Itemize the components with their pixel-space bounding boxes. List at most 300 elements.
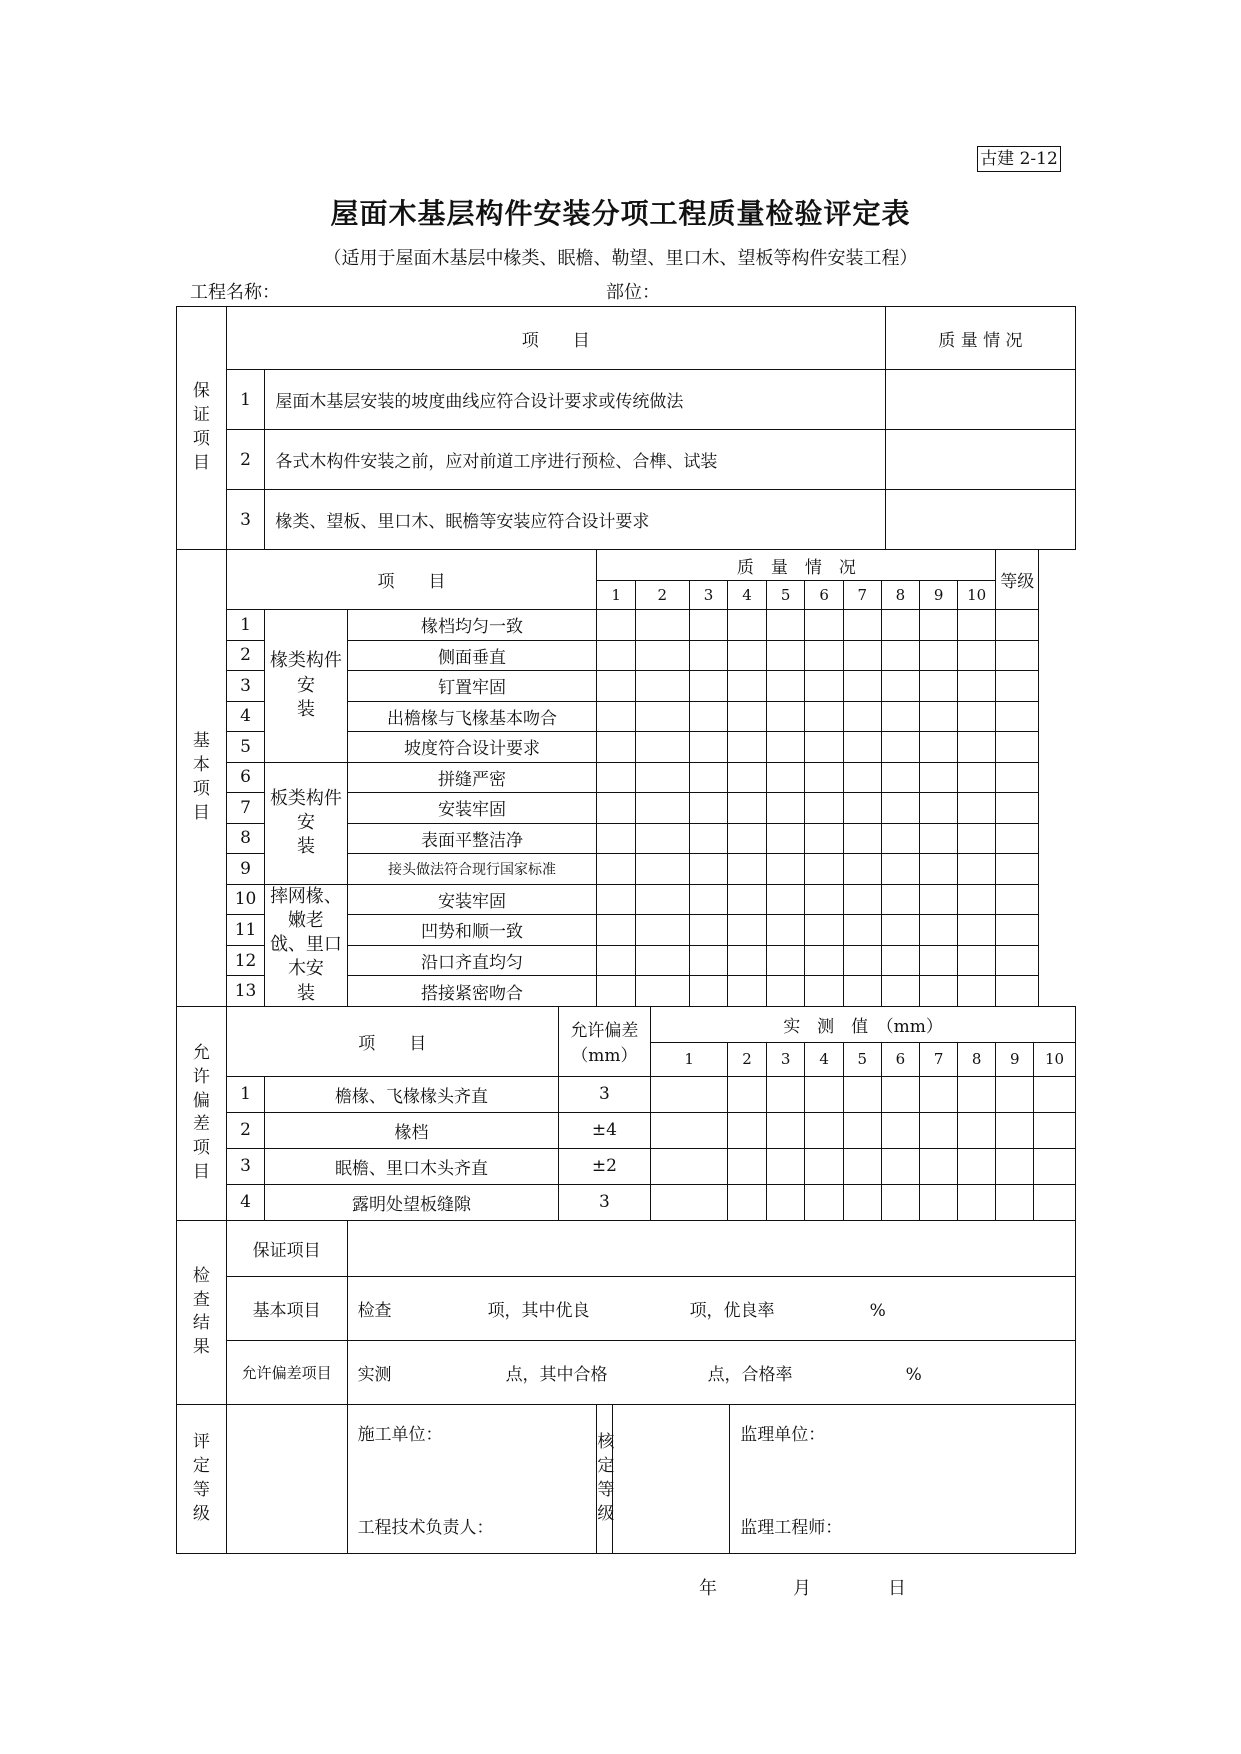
basic-quality-cell[interactable] xyxy=(957,762,996,793)
check-basic-value[interactable] xyxy=(347,1276,1075,1340)
basic-quality-cell[interactable] xyxy=(635,854,689,885)
basic-item-text: 坡度符合设计要求 xyxy=(347,732,597,763)
basic-item-no: 4 xyxy=(226,701,265,732)
basic-quality-cell[interactable] xyxy=(843,976,881,1007)
basic-row xyxy=(177,762,1076,793)
basic-quality-cell[interactable] xyxy=(843,640,881,671)
tolerance-measured-cell[interactable] xyxy=(766,1112,805,1148)
tolerance-measured-cell[interactable] xyxy=(651,1184,728,1220)
guarantee-item-text: 椽类、望板、里口木、眠檐等安装应符合设计要求 xyxy=(265,490,885,550)
tolerance-dev-value: 3 xyxy=(558,1184,650,1220)
basic-quality-cell[interactable] xyxy=(635,793,689,824)
basic-grade-cell[interactable] xyxy=(996,732,1039,763)
basic-quality-cell[interactable] xyxy=(881,610,920,641)
basic-quality-cell[interactable] xyxy=(635,945,689,976)
basic-quality-cell[interactable] xyxy=(957,823,996,854)
basic-quality-cell[interactable] xyxy=(805,640,844,671)
basic-quality-cell[interactable] xyxy=(689,976,728,1007)
page-subtitle: （适用于屋面木基层中椽类、眠檐、勒望、里口木、望板等构件安装工程） xyxy=(323,248,918,269)
tolerance-col-9: 9 xyxy=(996,1042,1034,1076)
basic-quality-cell[interactable] xyxy=(920,793,958,824)
basic-quality-cell[interactable] xyxy=(728,823,767,854)
basic-quality-cell[interactable] xyxy=(843,762,881,793)
basic-item-no: 13 xyxy=(226,976,265,1007)
tolerance-measured-cell[interactable] xyxy=(996,1076,1034,1112)
tolerance-measured-cell[interactable] xyxy=(996,1112,1034,1148)
basic-quality-cell[interactable] xyxy=(689,610,728,641)
check-guarantee-row xyxy=(177,1220,1076,1276)
basic-quality-cell[interactable] xyxy=(728,793,767,824)
basic-quality-cell[interactable] xyxy=(843,823,881,854)
basic-quality-cell[interactable] xyxy=(597,854,636,885)
basic-item-text: 表面平整洁净 xyxy=(347,823,597,854)
basic-item-no: 7 xyxy=(226,793,265,824)
tolerance-item-header: 项 目 xyxy=(226,1006,558,1076)
basic-quality-cell[interactable] xyxy=(766,823,805,854)
check-basic-row xyxy=(177,1276,1076,1340)
guarantee-item-text: 各式木构件安装之前，应对前道工序进行预检、合榫、试装 xyxy=(265,430,885,490)
basic-group-name: 板类构件安 装 xyxy=(265,762,347,884)
basic-grade-cell[interactable] xyxy=(996,823,1039,854)
supervision-engineer-label: 监理工程师： xyxy=(740,1517,843,1538)
basic-grade-cell[interactable] xyxy=(996,793,1039,824)
basic-col-6: 6 xyxy=(805,581,844,610)
basic-quality-cell[interactable] xyxy=(597,701,636,732)
basic-grade-cell[interactable] xyxy=(996,640,1039,671)
guarantee-row xyxy=(177,430,1076,490)
basic-item-no: 8 xyxy=(226,823,265,854)
check-basic-pct: % xyxy=(869,1300,886,1321)
tolerance-measured-cell[interactable] xyxy=(1033,1076,1075,1112)
construction-unit-cell[interactable] xyxy=(347,1404,597,1553)
basic-quality-cell[interactable] xyxy=(920,976,958,1007)
tolerance-row xyxy=(177,1076,1076,1112)
guarantee-quality-cell[interactable] xyxy=(885,370,1075,430)
basic-item-text: 凹势和顺一致 xyxy=(347,915,597,946)
basic-quality-cell[interactable] xyxy=(805,945,844,976)
basic-quality-cell[interactable] xyxy=(805,732,844,763)
basic-item-no: 1 xyxy=(226,610,265,641)
basic-quality-cell[interactable] xyxy=(766,732,805,763)
basic-col-5: 5 xyxy=(766,581,805,610)
tolerance-measured-cell[interactable] xyxy=(728,1148,767,1184)
check-basic-end: 项，优良率 xyxy=(689,1300,775,1321)
basic-quality-cell[interactable] xyxy=(920,762,958,793)
basic-quality-cell[interactable] xyxy=(881,671,920,702)
basic-quality-cell[interactable] xyxy=(728,945,767,976)
basic-quality-cell[interactable] xyxy=(597,823,636,854)
tolerance-item-text: 椽档 xyxy=(265,1112,558,1148)
tolerance-row xyxy=(177,1184,1076,1220)
basic-grade-cell[interactable] xyxy=(996,884,1039,915)
basic-quality-cell[interactable] xyxy=(635,762,689,793)
basic-quality-cell[interactable] xyxy=(957,793,996,824)
basic-quality-cell[interactable] xyxy=(766,945,805,976)
guarantee-item-no: 3 xyxy=(226,490,265,550)
check-tol-label: 允许偏差项目 xyxy=(226,1340,347,1404)
tolerance-col-1: 1 xyxy=(651,1042,728,1076)
project-name-label: 工程名称： xyxy=(190,282,280,303)
basic-quality-cell[interactable] xyxy=(728,640,767,671)
tolerance-measured-header: 实 测 值 （mm） xyxy=(651,1006,1076,1042)
verify-grade-label: 核 定 等 级 xyxy=(597,1404,612,1553)
basic-item-text: 接头做法符合现行国家标准 xyxy=(347,854,597,885)
basic-quality-cell[interactable] xyxy=(957,884,996,915)
tolerance-measured-cell[interactable] xyxy=(957,1076,996,1112)
basic-quality-cell[interactable] xyxy=(957,701,996,732)
tolerance-dev-header: 允许偏差 （mm） xyxy=(558,1006,650,1076)
basic-quality-cell[interactable] xyxy=(843,854,881,885)
supervision-unit-label: 监理单位： xyxy=(740,1424,826,1445)
basic-col-10: 10 xyxy=(957,581,996,610)
basic-quality-cell[interactable] xyxy=(805,610,844,641)
guarantee-header-row xyxy=(177,307,1076,370)
basic-item-text: 钉置牢固 xyxy=(347,671,597,702)
evaluation-grade-value[interactable] xyxy=(226,1404,347,1553)
check-guarantee-value[interactable] xyxy=(347,1220,1075,1276)
basic-col-4: 4 xyxy=(728,581,767,610)
basic-col-9: 9 xyxy=(920,581,958,610)
basic-quality-cell[interactable] xyxy=(843,915,881,946)
basic-quality-cell[interactable] xyxy=(920,610,958,641)
guarantee-item-text: 屋面木基层安装的坡度曲线应符合设计要求或传统做法 xyxy=(265,370,885,430)
basic-item-header: 项 目 xyxy=(226,550,597,610)
tolerance-measured-cell[interactable] xyxy=(881,1112,920,1148)
tolerance-measured-cell[interactable] xyxy=(957,1184,996,1220)
basic-item-text: 搭接紧密吻合 xyxy=(347,976,597,1007)
basic-quality-cell[interactable] xyxy=(920,671,958,702)
location-label: 部位： xyxy=(606,282,660,303)
date-day: 日 xyxy=(888,1578,906,1599)
evaluation-table xyxy=(176,306,1076,1554)
basic-quality-cell[interactable] xyxy=(881,976,920,1007)
tolerance-measured-cell[interactable] xyxy=(843,1148,881,1184)
tolerance-col-2: 2 xyxy=(728,1042,767,1076)
tolerance-dev-value: ±2 xyxy=(558,1148,650,1184)
basic-grade-cell[interactable] xyxy=(996,671,1039,702)
tolerance-measured-cell[interactable] xyxy=(1033,1112,1075,1148)
basic-quality-cell[interactable] xyxy=(597,610,636,641)
basic-quality-cell[interactable] xyxy=(597,976,636,1007)
basic-quality-cell[interactable] xyxy=(805,884,844,915)
basic-item-text: 安装牢固 xyxy=(347,793,597,824)
basic-group-name: 椽类构件安 装 xyxy=(265,610,347,763)
basic-quality-cell[interactable] xyxy=(920,854,958,885)
basic-quality-cell[interactable] xyxy=(635,671,689,702)
tolerance-dev-value: ±4 xyxy=(558,1112,650,1148)
guarantee-row xyxy=(177,490,1076,550)
basic-quality-cell[interactable] xyxy=(881,945,920,976)
basic-quality-cell[interactable] xyxy=(689,640,728,671)
basic-quality-cell[interactable] xyxy=(957,671,996,702)
basic-quality-cell[interactable] xyxy=(805,762,844,793)
tolerance-measured-cell[interactable] xyxy=(881,1076,920,1112)
tolerance-col-6: 6 xyxy=(881,1042,920,1076)
basic-grade-cell[interactable] xyxy=(996,762,1039,793)
tech-lead-label: 工程技术负责人： xyxy=(357,1517,494,1538)
guarantee-item-no: 1 xyxy=(226,370,265,430)
basic-quality-cell[interactable] xyxy=(957,945,996,976)
basic-quality-cell[interactable] xyxy=(689,915,728,946)
basic-quality-cell[interactable] xyxy=(766,671,805,702)
basic-quality-cell[interactable] xyxy=(689,732,728,763)
basic-quality-cell[interactable] xyxy=(766,976,805,1007)
basic-quality-cell[interactable] xyxy=(957,610,996,641)
basic-grade-header: 等级 xyxy=(996,550,1039,610)
tolerance-measured-cell[interactable] xyxy=(957,1148,996,1184)
tolerance-measured-cell[interactable] xyxy=(766,1076,805,1112)
basic-quality-cell[interactable] xyxy=(805,793,844,824)
basic-quality-cell[interactable] xyxy=(805,823,844,854)
basic-quality-cell[interactable] xyxy=(766,640,805,671)
basic-quality-cell[interactable] xyxy=(920,732,958,763)
basic-item-text: 侧面垂直 xyxy=(347,640,597,671)
basic-quality-cell[interactable] xyxy=(957,854,996,885)
check-tolerance-row xyxy=(177,1340,1076,1404)
tolerance-item-no: 1 xyxy=(226,1076,265,1112)
basic-quality-cell[interactable] xyxy=(843,701,881,732)
basic-grade-cell[interactable] xyxy=(996,915,1039,946)
basic-quality-cell[interactable] xyxy=(597,915,636,946)
tolerance-measured-cell[interactable] xyxy=(766,1148,805,1184)
basic-quality-cell[interactable] xyxy=(766,854,805,885)
basic-quality-cell[interactable] xyxy=(957,915,996,946)
tolerance-measured-cell[interactable] xyxy=(651,1148,728,1184)
basic-quality-cell[interactable] xyxy=(689,793,728,824)
guarantee-quality-cell[interactable] xyxy=(885,490,1075,550)
basic-quality-cell[interactable] xyxy=(597,732,636,763)
basic-quality-cell[interactable] xyxy=(766,701,805,732)
tolerance-item-no: 3 xyxy=(226,1148,265,1184)
basic-quality-cell[interactable] xyxy=(843,884,881,915)
basic-quality-cell[interactable] xyxy=(957,732,996,763)
basic-quality-cell[interactable] xyxy=(728,732,767,763)
basic-item-no: 5 xyxy=(226,732,265,763)
check-tol-prefix: 实测 xyxy=(357,1364,392,1385)
basic-quality-cell[interactable] xyxy=(597,640,636,671)
tolerance-measured-cell[interactable] xyxy=(651,1112,728,1148)
verify-grade-value[interactable] xyxy=(612,1404,730,1553)
tolerance-col-5: 5 xyxy=(843,1042,881,1076)
basic-quality-cell[interactable] xyxy=(843,793,881,824)
basic-quality-header: 质 量 情 况 xyxy=(597,550,996,581)
basic-header-row xyxy=(177,550,1076,581)
basic-row xyxy=(177,610,1076,641)
basic-item-no: 3 xyxy=(226,671,265,702)
basic-quality-cell[interactable] xyxy=(689,884,728,915)
tolerance-measured-cell[interactable] xyxy=(920,1184,958,1220)
table-body xyxy=(177,307,1076,1554)
basic-quality-cell[interactable] xyxy=(920,823,958,854)
tolerance-col-7: 7 xyxy=(920,1042,958,1076)
basic-item-text: 拼缝严密 xyxy=(347,762,597,793)
tolerance-measured-cell[interactable] xyxy=(728,1112,767,1148)
check-section-label: 检 查 结 果 xyxy=(177,1220,227,1404)
basic-quality-cell[interactable] xyxy=(635,915,689,946)
tolerance-item-no: 4 xyxy=(226,1184,265,1220)
basic-quality-cell[interactable] xyxy=(689,671,728,702)
basic-grade-cell[interactable] xyxy=(996,610,1039,641)
check-tol-pct: % xyxy=(905,1364,922,1385)
basic-quality-cell[interactable] xyxy=(728,884,767,915)
basic-quality-cell[interactable] xyxy=(728,671,767,702)
basic-quality-cell[interactable] xyxy=(805,671,844,702)
basic-item-text: 出檐椽与飞椽基本吻合 xyxy=(347,701,597,732)
basic-quality-cell[interactable] xyxy=(843,732,881,763)
basic-item-no: 12 xyxy=(226,945,265,976)
evaluation-grade-label: 评 定 等 级 xyxy=(177,1404,227,1553)
evaluation-row xyxy=(177,1404,1076,1553)
basic-quality-cell[interactable] xyxy=(920,701,958,732)
tolerance-measured-cell[interactable] xyxy=(843,1184,881,1220)
date-year: 年 xyxy=(699,1578,717,1599)
check-tol-value[interactable] xyxy=(347,1340,1075,1404)
tolerance-measured-cell[interactable] xyxy=(1033,1148,1075,1184)
basic-quality-cell[interactable] xyxy=(920,884,958,915)
basic-col-7: 7 xyxy=(843,581,881,610)
basic-quality-cell[interactable] xyxy=(881,793,920,824)
tolerance-measured-cell[interactable] xyxy=(996,1184,1034,1220)
basic-quality-cell[interactable] xyxy=(728,854,767,885)
tolerance-section-label: 允 许 偏 差 项 目 xyxy=(177,1006,227,1220)
basic-grade-cell[interactable] xyxy=(996,976,1039,1007)
tolerance-header-row xyxy=(177,1006,1076,1042)
tolerance-measured-cell[interactable] xyxy=(957,1112,996,1148)
basic-quality-cell[interactable] xyxy=(635,976,689,1007)
tolerance-measured-cell[interactable] xyxy=(651,1076,728,1112)
tolerance-col-3: 3 xyxy=(766,1042,805,1076)
basic-quality-cell[interactable] xyxy=(766,793,805,824)
basic-section-label: 基 本 项 目 xyxy=(177,550,227,1007)
basic-quality-cell[interactable] xyxy=(766,884,805,915)
tolerance-col-10: 10 xyxy=(1033,1042,1075,1076)
supervision-cell[interactable] xyxy=(730,1404,1076,1553)
basic-quality-cell[interactable] xyxy=(920,945,958,976)
guarantee-item-header: 项 目 xyxy=(226,307,885,370)
basic-quality-cell[interactable] xyxy=(881,854,920,885)
check-basic-prefix: 检查 xyxy=(357,1300,392,1321)
tolerance-measured-cell[interactable] xyxy=(843,1112,881,1148)
tolerance-measured-cell[interactable] xyxy=(920,1148,958,1184)
basic-item-text: 安装牢固 xyxy=(347,884,597,915)
basic-quality-cell[interactable] xyxy=(881,732,920,763)
basic-quality-cell[interactable] xyxy=(728,915,767,946)
tolerance-measured-cell[interactable] xyxy=(766,1184,805,1220)
check-basic-label: 基本项目 xyxy=(226,1276,347,1340)
basic-quality-cell[interactable] xyxy=(635,610,689,641)
basic-col-1: 1 xyxy=(597,581,636,610)
basic-quality-cell[interactable] xyxy=(689,854,728,885)
basic-grade-cell[interactable] xyxy=(996,701,1039,732)
guarantee-row xyxy=(177,370,1076,430)
basic-quality-cell[interactable] xyxy=(805,915,844,946)
guarantee-section-label: 保 证 项 目 xyxy=(177,307,227,550)
basic-quality-cell[interactable] xyxy=(805,854,844,885)
tolerance-measured-cell[interactable] xyxy=(805,1148,844,1184)
basic-quality-cell[interactable] xyxy=(728,762,767,793)
tolerance-measured-cell[interactable] xyxy=(843,1076,881,1112)
basic-quality-cell[interactable] xyxy=(881,701,920,732)
basic-quality-cell[interactable] xyxy=(957,640,996,671)
guarantee-quality-header: 质 量 情 况 xyxy=(885,307,1075,370)
tolerance-measured-cell[interactable] xyxy=(881,1184,920,1220)
basic-quality-cell[interactable] xyxy=(597,762,636,793)
basic-quality-cell[interactable] xyxy=(689,945,728,976)
basic-quality-cell[interactable] xyxy=(766,762,805,793)
basic-quality-cell[interactable] xyxy=(920,915,958,946)
basic-quality-cell[interactable] xyxy=(728,976,767,1007)
basic-quality-cell[interactable] xyxy=(635,884,689,915)
basic-quality-cell[interactable] xyxy=(728,610,767,641)
basic-quality-cell[interactable] xyxy=(881,884,920,915)
basic-quality-cell[interactable] xyxy=(597,793,636,824)
tolerance-dev-value: 3 xyxy=(558,1076,650,1112)
basic-grade-cell[interactable] xyxy=(996,854,1039,885)
basic-quality-cell[interactable] xyxy=(597,884,636,915)
basic-quality-cell[interactable] xyxy=(843,671,881,702)
tolerance-measured-cell[interactable] xyxy=(996,1148,1034,1184)
basic-quality-cell[interactable] xyxy=(635,640,689,671)
tolerance-item-text: 眠檐、里口木头齐直 xyxy=(265,1148,558,1184)
basic-quality-cell[interactable] xyxy=(728,701,767,732)
basic-quality-cell[interactable] xyxy=(843,610,881,641)
basic-quality-cell[interactable] xyxy=(635,823,689,854)
basic-quality-cell[interactable] xyxy=(920,640,958,671)
tolerance-measured-cell[interactable] xyxy=(728,1184,767,1220)
basic-quality-cell[interactable] xyxy=(957,976,996,1007)
basic-item-no: 9 xyxy=(226,854,265,885)
tolerance-measured-cell[interactable] xyxy=(805,1076,844,1112)
basic-quality-cell[interactable] xyxy=(635,732,689,763)
basic-col-2: 2 xyxy=(635,581,689,610)
basic-quality-cell[interactable] xyxy=(635,701,689,732)
basic-quality-cell[interactable] xyxy=(881,762,920,793)
basic-quality-cell[interactable] xyxy=(689,823,728,854)
check-tol-end: 点，合格率 xyxy=(707,1364,793,1385)
tolerance-measured-cell[interactable] xyxy=(805,1184,844,1220)
basic-quality-cell[interactable] xyxy=(805,701,844,732)
construction-unit-label: 施工单位： xyxy=(357,1424,443,1445)
tolerance-measured-cell[interactable] xyxy=(1033,1184,1075,1220)
tolerance-measured-cell[interactable] xyxy=(881,1148,920,1184)
basic-quality-cell[interactable] xyxy=(689,701,728,732)
basic-col-8: 8 xyxy=(881,581,920,610)
basic-item-no: 11 xyxy=(226,915,265,946)
basic-quality-cell[interactable] xyxy=(689,762,728,793)
basic-quality-cell[interactable] xyxy=(766,610,805,641)
basic-quality-cell[interactable] xyxy=(881,823,920,854)
tolerance-row xyxy=(177,1112,1076,1148)
basic-quality-cell[interactable] xyxy=(881,915,920,946)
basic-quality-cell[interactable] xyxy=(597,671,636,702)
basic-item-no: 2 xyxy=(226,640,265,671)
basic-group-name: 摔网椽、嫩老 戗、里口木安 装 xyxy=(265,884,347,1006)
basic-quality-cell[interactable] xyxy=(881,640,920,671)
basic-quality-cell[interactable] xyxy=(843,945,881,976)
tolerance-measured-cell[interactable] xyxy=(805,1112,844,1148)
tolerance-measured-cell[interactable] xyxy=(920,1076,958,1112)
basic-grade-cell[interactable] xyxy=(996,945,1039,976)
tolerance-col-8: 8 xyxy=(957,1042,996,1076)
basic-quality-cell[interactable] xyxy=(597,945,636,976)
tolerance-measured-cell[interactable] xyxy=(728,1076,767,1112)
basic-quality-cell[interactable] xyxy=(805,976,844,1007)
guarantee-quality-cell[interactable] xyxy=(885,430,1075,490)
basic-item-no: 6 xyxy=(226,762,265,793)
tolerance-measured-cell[interactable] xyxy=(920,1112,958,1148)
basic-quality-cell[interactable] xyxy=(766,915,805,946)
basic-item-text: 沿口齐直均匀 xyxy=(347,945,597,976)
